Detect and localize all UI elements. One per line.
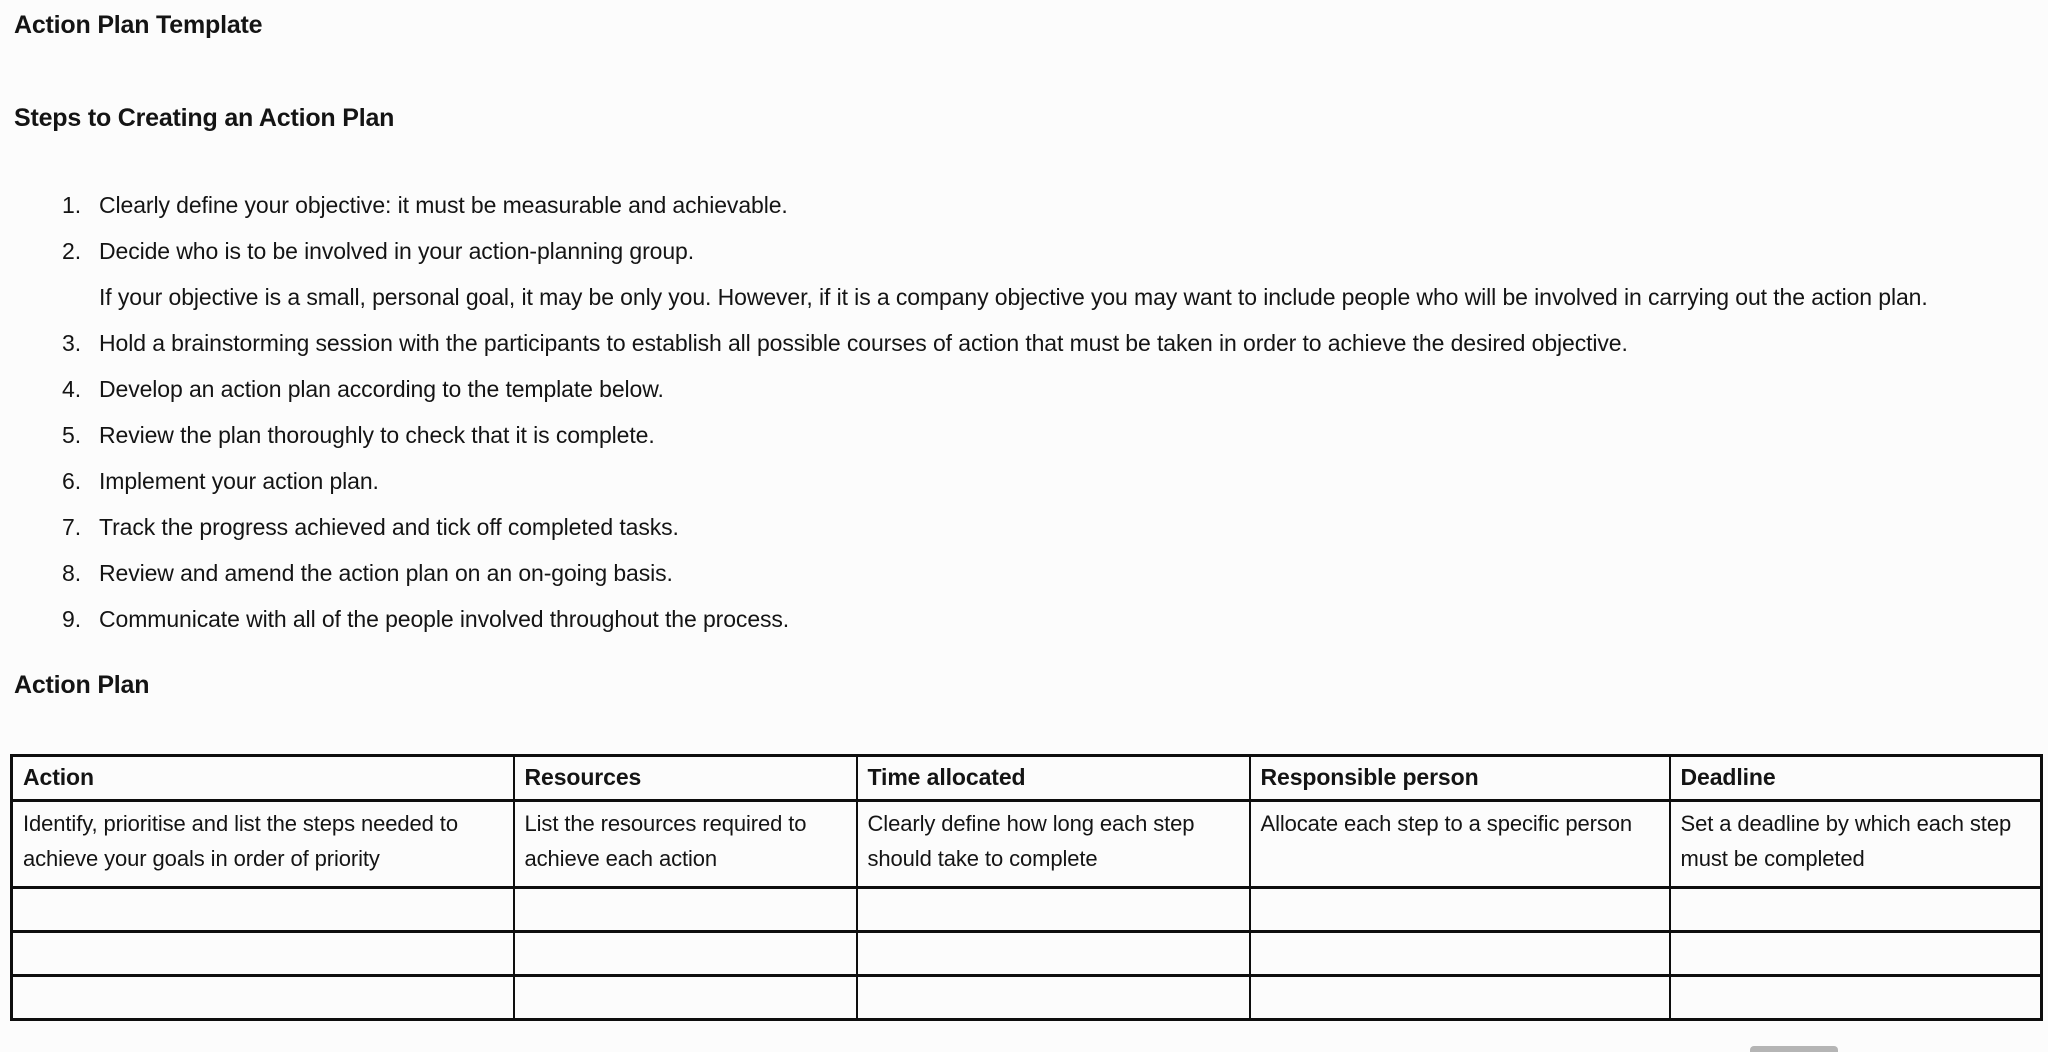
step-text: Hold a brainstorming session with the participants to establish all possible courses of action that must be taken in order to achieve the desired objective.	[99, 330, 1628, 356]
empty-cell[interactable]	[514, 976, 857, 1020]
step-number: 7.	[62, 514, 81, 540]
action-plan-heading: Action Plan	[14, 671, 150, 699]
step-text: Communicate with all of the people involved throughout the process.	[99, 606, 790, 632]
steps-section-heading: Steps to Creating an Action Plan	[14, 104, 395, 132]
step-number: 8.	[62, 560, 81, 586]
step-item-4	[14, 374, 2048, 404]
column-header-action: Action	[12, 756, 514, 801]
step-number: 9.	[62, 606, 81, 632]
step-number: 3.	[62, 330, 81, 356]
step-item-8	[14, 558, 2048, 588]
description-cell-resources: List the resources required to achieve each action	[514, 801, 857, 888]
step-item-1	[14, 190, 2048, 220]
table-empty-row	[12, 932, 2042, 976]
empty-cell[interactable]	[12, 976, 514, 1020]
empty-cell[interactable]	[12, 888, 514, 932]
step-item-7	[14, 512, 2048, 542]
empty-cell[interactable]	[1670, 932, 2042, 976]
step-note-text: If your objective is a small, personal goal, it may be only you. However, if it is a company objective you may want to include people who will be involved in carrying out the action plan.	[99, 284, 1928, 310]
step-text: Implement your action plan.	[99, 468, 379, 494]
table-description-row	[12, 801, 2042, 888]
step-text: Review and amend the action plan on an on-going basis.	[99, 560, 673, 586]
step-text: Track the progress achieved and tick off completed tasks.	[99, 514, 679, 540]
description-cell-deadline: Set a deadline by which each step must be completed	[1670, 801, 2042, 888]
step-number: 6.	[62, 468, 81, 494]
empty-cell[interactable]	[1250, 932, 1670, 976]
step-item-5	[14, 420, 2048, 450]
empty-cell[interactable]	[857, 932, 1250, 976]
step-number: 1.	[62, 192, 81, 218]
empty-cell[interactable]	[1670, 888, 2042, 932]
step-text: Decide who is to be involved in your action-planning group.	[99, 238, 695, 264]
empty-cell[interactable]	[1250, 976, 1670, 1020]
empty-cell[interactable]	[514, 932, 857, 976]
empty-cell[interactable]	[12, 932, 514, 976]
description-cell-action: Identify, prioritise and list the steps needed to achieve your goals in order of priority	[12, 801, 514, 888]
column-header-resources: Resources	[514, 756, 857, 801]
empty-cell[interactable]	[514, 888, 857, 932]
column-header-time-allocated: Time allocated	[857, 756, 1250, 801]
step-text: Develop an action plan according to the template below.	[99, 376, 664, 402]
table-header-row	[12, 756, 2042, 801]
empty-cell[interactable]	[857, 976, 1250, 1020]
table-empty-row	[12, 976, 2042, 1020]
column-header-responsible-person: Responsible person	[1250, 756, 1670, 801]
step-item-6	[14, 466, 2048, 496]
page-title: Action Plan Template	[14, 11, 263, 39]
bottom-edge-artifact	[1750, 1046, 1838, 1052]
steps-list	[14, 190, 2048, 634]
step-number: 2.	[62, 238, 81, 264]
step-text: Review the plan thoroughly to check that it is complete.	[99, 422, 655, 448]
step-number: 4.	[62, 376, 81, 402]
step-number: 5.	[62, 422, 81, 448]
column-header-deadline: Deadline	[1670, 756, 2042, 801]
description-cell-time-allocated: Clearly define how long each step should take to complete	[857, 801, 1250, 888]
action-plan-table	[10, 754, 2043, 1021]
empty-cell[interactable]	[857, 888, 1250, 932]
empty-cell[interactable]	[1250, 888, 1670, 932]
table-empty-row	[12, 888, 2042, 932]
empty-cell[interactable]	[1670, 976, 2042, 1020]
step-item-2-note	[14, 282, 2048, 312]
step-item-2	[14, 236, 2048, 266]
description-cell-responsible-person: Allocate each step to a specific person	[1250, 801, 1670, 888]
step-item-3	[14, 328, 2048, 358]
step-item-9	[14, 604, 2048, 634]
step-text: Clearly define your objective: it must be measurable and achievable.	[99, 192, 788, 218]
